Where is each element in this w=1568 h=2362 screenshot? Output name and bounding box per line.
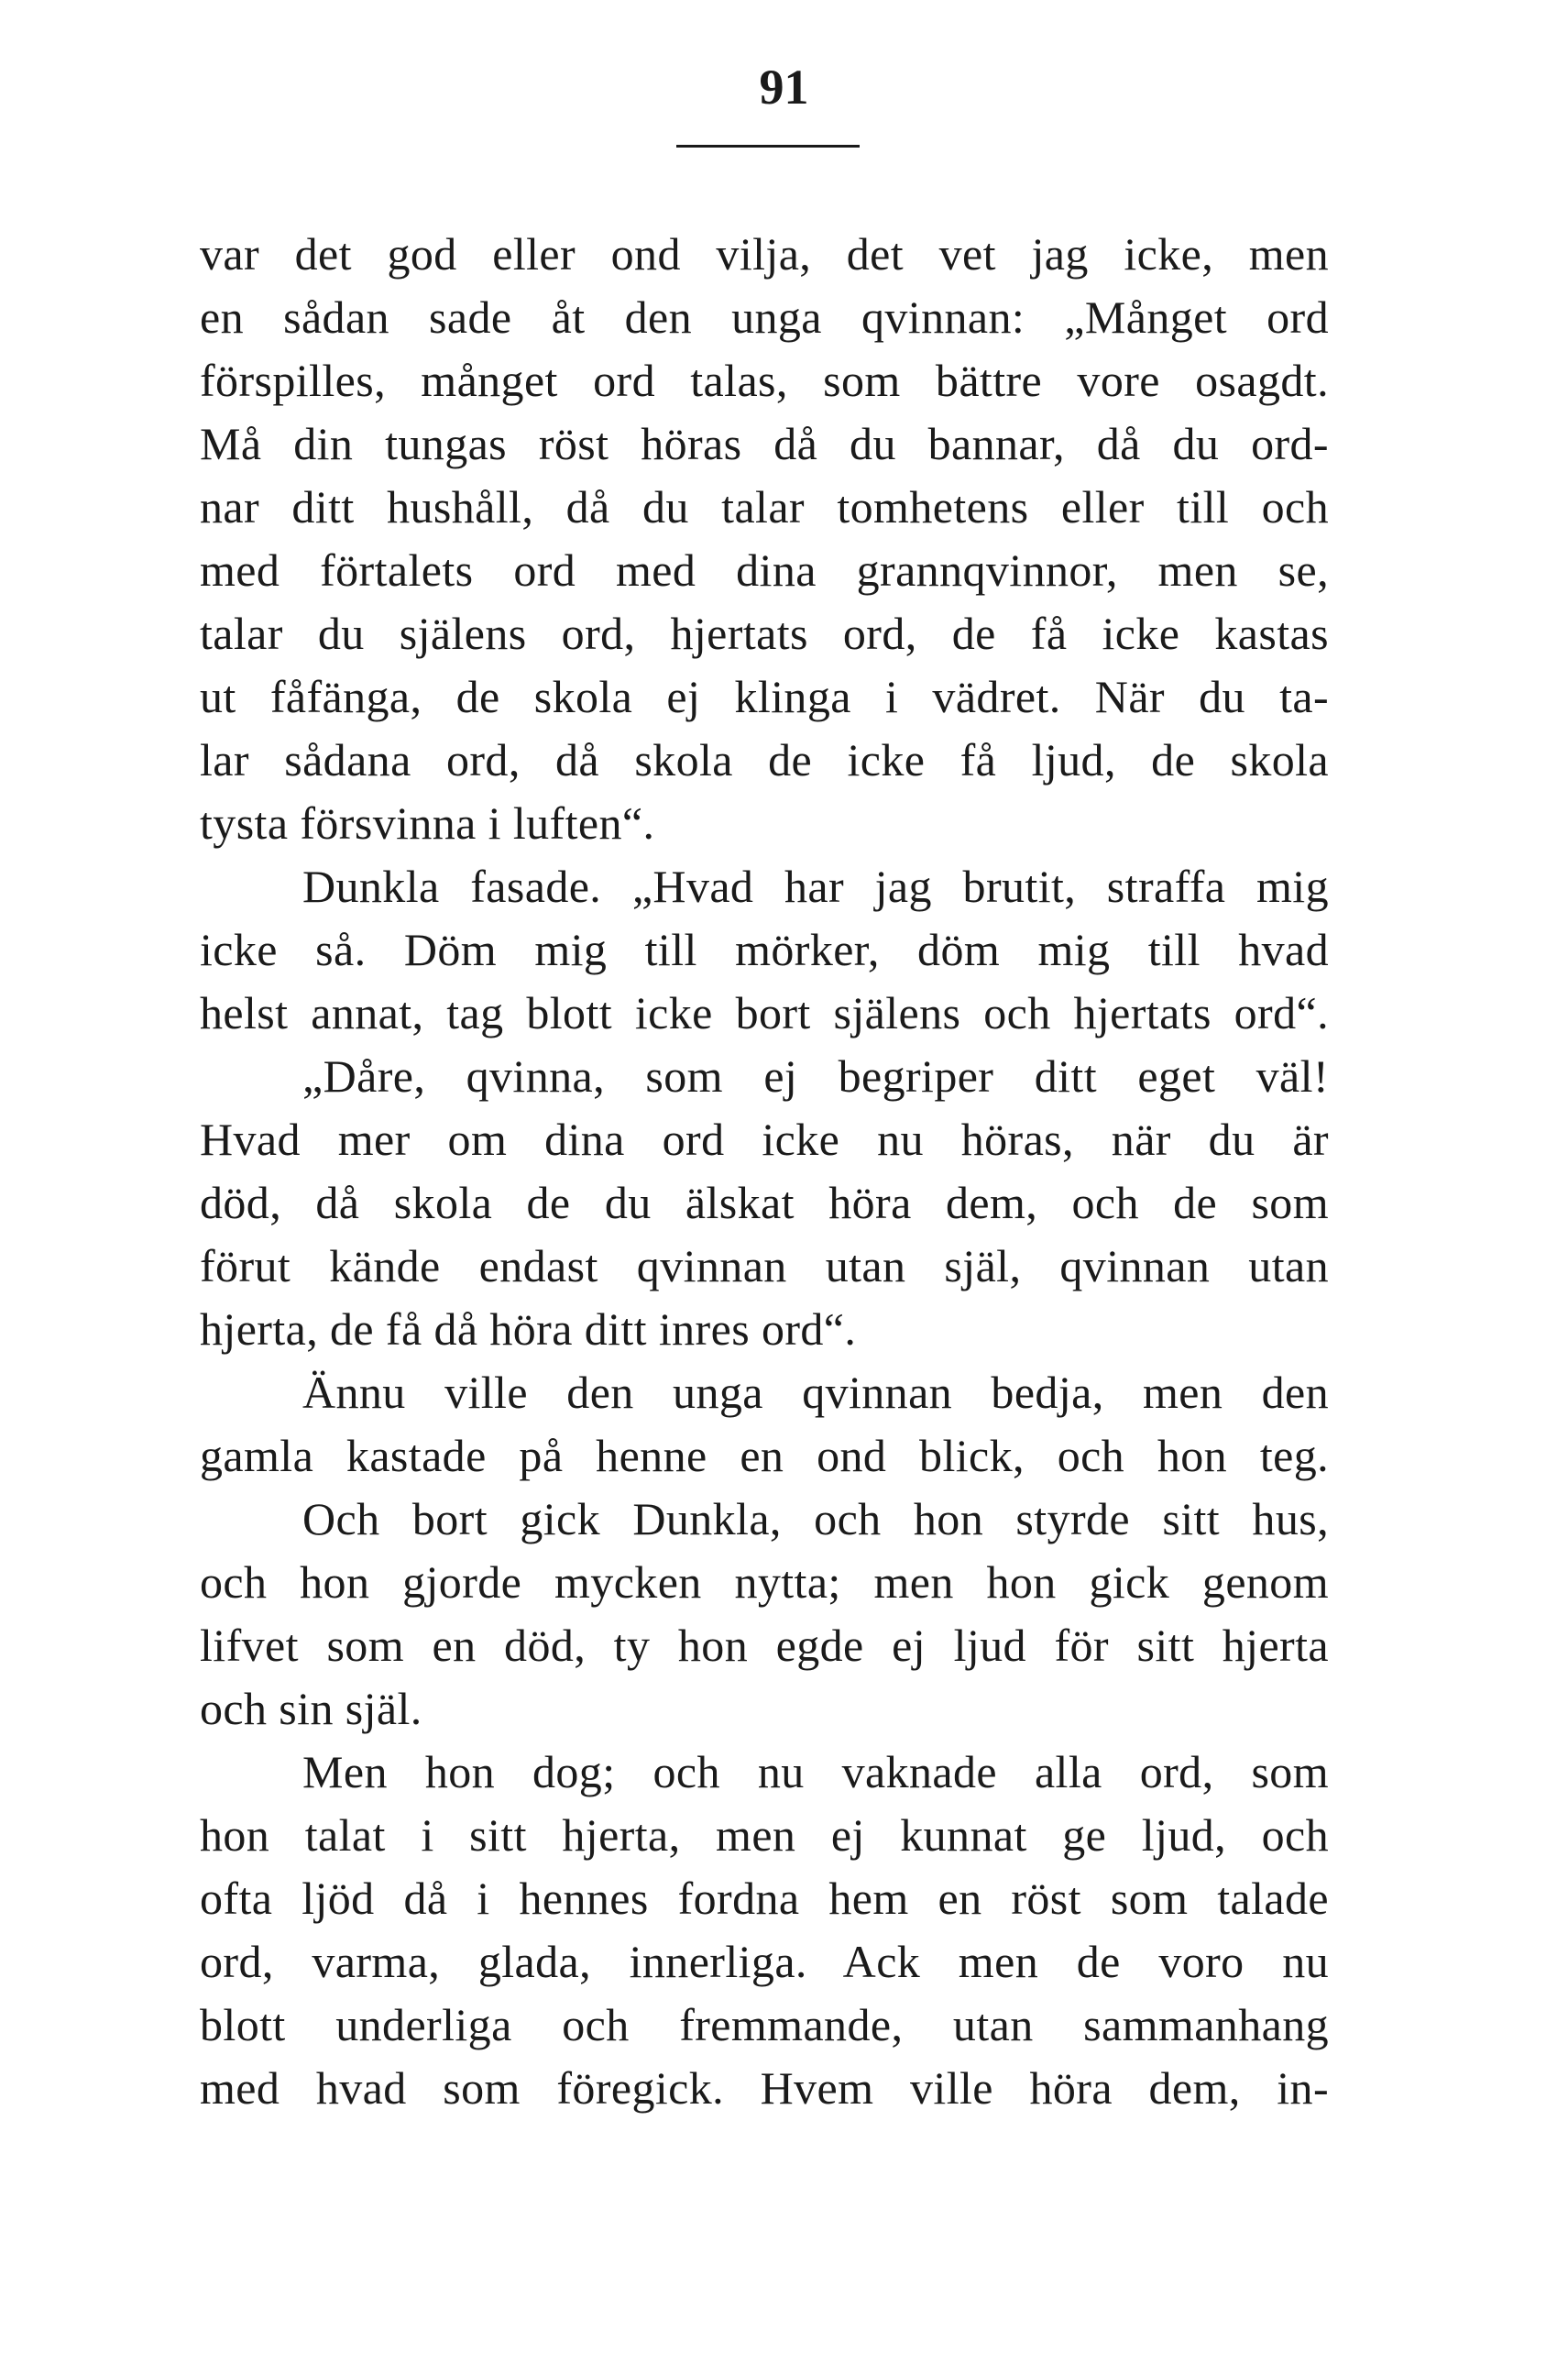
text-line: Hvad mer om dina ord icke nu höras, när du är <box>200 1114 1329 1165</box>
text-line: ut fåfänga, de skola ej klinga i vädret. När du ta- <box>200 671 1329 722</box>
text-line: med förtalets ord med dina grannqvinnor, men se, <box>200 544 1329 596</box>
header-rule <box>676 145 860 148</box>
page-number: 91 <box>759 60 809 115</box>
text-line: hjerta, de få då höra ditt inres ord“. <box>200 1303 857 1355</box>
paragraph-start: Och bort gick Dunkla, och hon styrde sitt hus, <box>302 1493 1329 1544</box>
text-line: helst annat, tag blott icke bort själens och hjertats ord“. <box>200 987 1329 1038</box>
text-line: förspilles, månget ord talas, som bättre vore osagdt. <box>200 355 1329 406</box>
text-line: lifvet som en död, ty hon egde ej ljud för sitt hjerta <box>200 1620 1329 1671</box>
text-line: lar sådana ord, då skola de icke få ljud, de skola <box>200 734 1329 786</box>
paragraph-start: „Dåre, qvinna, som ej begriper ditt eget väl! <box>302 1050 1329 1102</box>
text-line: hon talat i sitt hjerta, men ej kunnat ge ljud, och <box>200 1809 1329 1861</box>
text-line: nar ditt hushåll, då du talar tomhetens eller till och <box>200 481 1329 533</box>
text-line: ord, varma, glada, innerliga. Ack men de voro nu <box>200 1936 1329 1987</box>
text-line: död, då skola de du älskat höra dem, och de som <box>200 1177 1329 1228</box>
paragraph-start: Men hon dog; och nu vaknade alla ord, som <box>302 1746 1329 1797</box>
text-line: tysta försvinna i luften“. <box>200 797 655 849</box>
text-line: Må din tungas röst höras då du bannar, då du ord- <box>200 418 1329 469</box>
text-line: gamla kastade på henne en ond blick, och hon teg. <box>200 1430 1329 1481</box>
text-line: talar du själens ord, hjertats ord, de få icke kastas <box>200 608 1329 659</box>
text-line: och sin själ. <box>200 1683 422 1734</box>
paragraph-start: Dunkla fasade. „Hvad har jag brutit, straffa mig <box>302 861 1329 912</box>
text-line: en sådan sade åt den unga qvinnan: „Månget ord <box>200 291 1329 343</box>
text-line: och hon gjorde mycken nytta; men hon gick genom <box>200 1556 1329 1608</box>
text-line: med hvad som föregick. Hvem ville höra dem, in- <box>200 2062 1329 2114</box>
text-line: förut kände endast qvinnan utan själ, qvinnan utan <box>200 1240 1329 1291</box>
text-line: var det god eller ond vilja, det vet jag icke, men <box>200 228 1329 280</box>
text-line: ofta ljöd då i hennes fordna hem en röst som talade <box>200 1873 1329 1924</box>
text-line: icke så. Döm mig till mörker, döm mig till hvad <box>200 924 1329 975</box>
paragraph-start: Ännu ville den unga qvinnan bedja, men den <box>302 1367 1329 1418</box>
text-line: blott underliga och fremmande, utan sammanhang <box>200 1999 1329 2050</box>
